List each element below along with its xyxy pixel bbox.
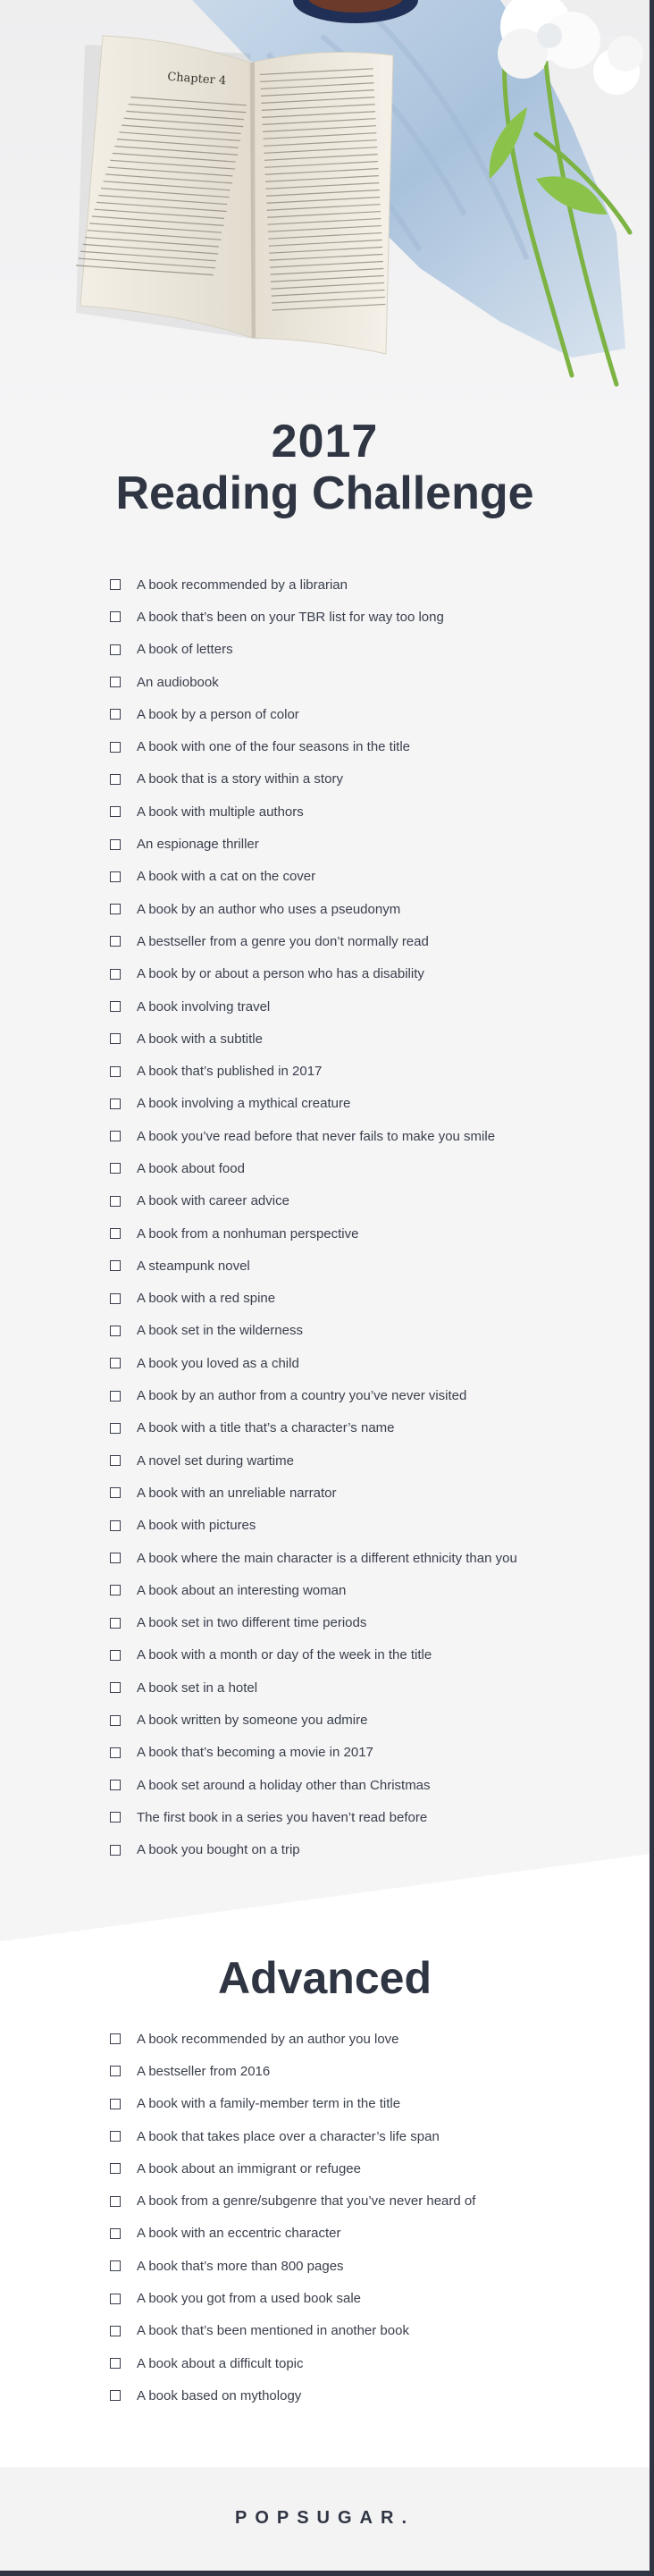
checklist-item-label: An espionage thriller <box>137 837 259 853</box>
checkbox[interactable] <box>110 936 121 947</box>
checkbox[interactable] <box>110 1812 121 1823</box>
checklist-item <box>110 861 517 893</box>
checklist-item-label: A book about an interesting woman <box>137 1582 347 1598</box>
book-left-page <box>80 36 252 338</box>
checklist-item-label: A novel set during wartime <box>137 1452 294 1469</box>
checklist-item <box>110 828 517 860</box>
checklist-item <box>110 990 517 1023</box>
hero-photo <box>0 0 650 420</box>
checklist-item <box>110 2282 475 2314</box>
checklist-item-label: A book set in two different time periods <box>137 1615 367 1631</box>
checklist-item-label: A book you’ve read before that never fails to make you smile <box>137 1128 496 1144</box>
checklist-item <box>110 2315 475 2347</box>
checkbox[interactable] <box>110 1163 121 1174</box>
checkbox[interactable] <box>110 709 121 720</box>
checklist-item-label: A book that’s published in 2017 <box>137 1064 323 1080</box>
checkbox[interactable] <box>110 1033 121 1044</box>
checklist-item-label: A book about food <box>137 1160 245 1176</box>
checkbox[interactable] <box>110 2163 121 2174</box>
checkbox[interactable] <box>110 1001 121 1012</box>
checklist-item-label: A book with multiple authors <box>137 804 304 820</box>
checklist-item <box>110 1379 517 1411</box>
checkbox[interactable] <box>110 742 121 753</box>
checklist-item-label: A book with a cat on the cover <box>137 869 316 885</box>
checklist-item <box>110 1347 517 1379</box>
checkbox[interactable] <box>110 2260 121 2271</box>
checklist-item <box>110 1737 517 1769</box>
checklist-item <box>110 763 517 796</box>
checklist-item-label: A book about a difficult topic <box>137 2355 304 2371</box>
checkbox[interactable] <box>110 644 121 655</box>
checkbox[interactable] <box>110 1228 121 1239</box>
checkbox[interactable] <box>110 806 121 817</box>
checkbox[interactable] <box>110 1391 121 1402</box>
checklist-item <box>110 1769 517 1801</box>
checklist-item-label: A book with a subtitle <box>137 1031 263 1047</box>
checklist-item-label: A book you got from a used book sale <box>137 2291 361 2307</box>
checklist-item <box>110 1542 517 1574</box>
checklist-item <box>110 1283 517 1315</box>
checkbox[interactable] <box>110 579 121 590</box>
checklist-item <box>110 1217 517 1250</box>
checklist-item-label: A book where the main character is a different ethnicity than you <box>137 1550 517 1566</box>
checkbox[interactable] <box>110 2066 121 2076</box>
checklist-item-label: A book involving a mythical creature <box>137 1096 351 1112</box>
checkbox[interactable] <box>110 2326 121 2336</box>
checkbox[interactable] <box>110 1747 121 1758</box>
checklist-item <box>110 1639 517 1671</box>
checkbox[interactable] <box>110 969 121 980</box>
checkbox[interactable] <box>110 2358 121 2369</box>
checkbox[interactable] <box>110 1423 121 1434</box>
checkbox[interactable] <box>110 1487 121 1498</box>
title-text: Reading Challenge <box>115 467 534 519</box>
checklist-item-label: A book set in a hotel <box>137 1679 258 1696</box>
checklist-item-label: A book with one of the four seasons in the title <box>137 739 411 755</box>
checkbox[interactable] <box>110 1682 121 1693</box>
checklist-item <box>110 1477 517 1509</box>
checkbox[interactable] <box>110 1131 121 1141</box>
checklist-item-label: A book set in the wilderness <box>137 1323 303 1339</box>
checklist-item <box>110 2379 475 2412</box>
checklist-item <box>110 1023 517 1055</box>
checklist-item <box>110 730 517 762</box>
checkbox[interactable] <box>110 2228 121 2239</box>
advanced-title: Advanced <box>218 1953 432 2003</box>
checkbox[interactable] <box>110 1358 121 1368</box>
checklist-item-label: A book with a red spine <box>137 1291 276 1307</box>
checklist-item <box>110 2023 475 2055</box>
page-title <box>0 417 650 520</box>
checklist-item <box>110 568 517 601</box>
checklist-item-label: A book recommended by a librarian <box>137 577 348 593</box>
checklist-item <box>110 1120 517 1152</box>
checkbox[interactable] <box>110 1618 121 1629</box>
checklist-item <box>110 893 517 925</box>
checklist-item-label: A book with a month or day of the week in the title <box>137 1647 432 1663</box>
checkbox[interactable] <box>110 2196 121 2207</box>
checklist-item <box>110 1801 517 1833</box>
checklist-item <box>110 1444 517 1477</box>
checklist-item-label: A book you loved as a child <box>137 1355 299 1371</box>
checkbox[interactable] <box>110 904 121 914</box>
checkbox[interactable] <box>110 611 121 622</box>
checklist-item-label: A book by a person of color <box>137 706 299 722</box>
advanced-list <box>110 2023 475 2412</box>
checkbox[interactable] <box>110 677 121 687</box>
checkbox[interactable] <box>110 1715 121 1726</box>
checklist-item-label: A book with a family-member term in the title <box>137 2096 401 2112</box>
checklist-item <box>110 1055 517 1087</box>
checklist-item <box>110 634 517 666</box>
checkbox[interactable] <box>110 2099 121 2109</box>
checkbox[interactable] <box>110 1520 121 1531</box>
checkbox[interactable] <box>110 1780 121 1790</box>
checkbox[interactable] <box>110 2033 121 2044</box>
checkbox[interactable] <box>110 2131 121 2142</box>
checklist-item-label: A book involving travel <box>137 998 271 1014</box>
checklist-item <box>110 601 517 633</box>
checklist-item <box>110 2152 475 2185</box>
checklist-item <box>110 2347 475 2379</box>
checklist-item-label: A book with an eccentric character <box>137 2226 341 2242</box>
checklist-item <box>110 1315 517 1347</box>
checklist-item-label: A book from a genre/subgenre that you’ve never heard of <box>137 2193 476 2210</box>
checklist-item <box>110 1704 517 1736</box>
checklist-item-label: A book you bought on a trip <box>137 1842 300 1858</box>
checklist-item-label: A book by or about a person who has a disability <box>137 966 424 982</box>
checklist-item-label: A book that’s becoming a movie in 2017 <box>137 1745 373 1761</box>
checklist-item <box>110 2088 475 2120</box>
checklist-item-label: A book by an author who uses a pseudonym <box>137 901 401 917</box>
checkbox[interactable] <box>110 1455 121 1466</box>
open-book-photo <box>0 0 650 420</box>
challenge-list <box>110 568 517 1866</box>
checklist-item <box>110 925 517 957</box>
brand-logo: POPSUGAR. <box>234 2508 415 2528</box>
checklist-item <box>110 2250 475 2282</box>
checkbox[interactable] <box>110 839 121 850</box>
checklist-item-label: A book that takes place over a character’s life span <box>137 2128 440 2144</box>
checklist-item-label: A book by an author from a country you’ve never visited <box>137 1388 467 1404</box>
checkbox[interactable] <box>110 774 121 785</box>
checkbox[interactable] <box>110 1196 121 1207</box>
checklist-item <box>110 1574 517 1606</box>
checklist-item-label: A book that’s been on your TBR list for way too long <box>137 609 444 625</box>
checklist-item-label: A book set around a holiday other than Christmas <box>137 1777 431 1793</box>
checklist-item-label: A book recommended by an author you love <box>137 2031 399 2047</box>
checklist-item <box>110 1152 517 1184</box>
checkbox[interactable] <box>110 2390 121 2401</box>
checklist-item-label: A book with an unreliable narrator <box>137 1485 337 1501</box>
checklist-item-label: A book about an immigrant or refugee <box>137 2160 361 2176</box>
checklist-item-label: A bestseller from a genre you don’t normally read <box>137 933 429 949</box>
checklist-item <box>110 666 517 698</box>
checkbox[interactable] <box>110 2294 121 2304</box>
checklist-item-label: A book based on mythology <box>137 2387 302 2403</box>
checklist-item-label: The first book in a series you haven’t read before <box>137 1809 428 1825</box>
footer <box>0 2469 650 2571</box>
checkbox[interactable] <box>110 1066 121 1077</box>
checklist-item <box>110 796 517 828</box>
checklist-item-label: A book of letters <box>137 642 233 658</box>
checkbox[interactable] <box>110 1650 121 1661</box>
checkbox[interactable] <box>110 1585 121 1595</box>
checklist-item <box>110 2055 475 2087</box>
checklist-item <box>110 2185 475 2217</box>
checklist-item <box>110 1088 517 1120</box>
checklist-item-label: A book from a nonhuman perspective <box>137 1225 359 1242</box>
checklist-item-label: A book that is a story within a story <box>137 771 343 787</box>
title-year: 2017 <box>271 416 379 467</box>
checklist-item-label: A steampunk novel <box>137 1258 250 1274</box>
checklist-item <box>110 698 517 730</box>
checklist-item <box>110 1671 517 1704</box>
checklist-item-label: A book with a title that’s a character’s name <box>137 1420 395 1436</box>
checklist-item-label: A book that’s been mentioned in another book <box>137 2323 409 2339</box>
checkbox[interactable] <box>110 1099 121 1109</box>
checklist-item-label: A book with career advice <box>137 1193 289 1209</box>
checklist-item <box>110 1412 517 1444</box>
checklist-item <box>110 1250 517 1282</box>
checklist-item <box>110 958 517 990</box>
checkbox[interactable] <box>110 1293 121 1304</box>
checklist-item <box>110 2218 475 2250</box>
checkbox[interactable] <box>110 871 121 882</box>
checklist-item-label: An audiobook <box>137 674 219 690</box>
checklist-item-label: A book with pictures <box>137 1518 256 1534</box>
checkbox[interactable] <box>110 1553 121 1563</box>
checklist-item-label: A bestseller from 2016 <box>137 2063 271 2079</box>
chapter-heading: Chapter 4 <box>166 70 227 88</box>
checklist-item <box>110 1510 517 1542</box>
checklist-item <box>110 1607 517 1639</box>
checkbox[interactable] <box>110 1326 121 1336</box>
checklist-item <box>110 2120 475 2152</box>
checkbox[interactable] <box>110 1260 121 1271</box>
checklist-item-label: A book written by someone you admire <box>137 1713 368 1729</box>
checklist-item-label: A book that’s more than 800 pages <box>137 2258 344 2274</box>
checklist-item <box>110 1185 517 1217</box>
